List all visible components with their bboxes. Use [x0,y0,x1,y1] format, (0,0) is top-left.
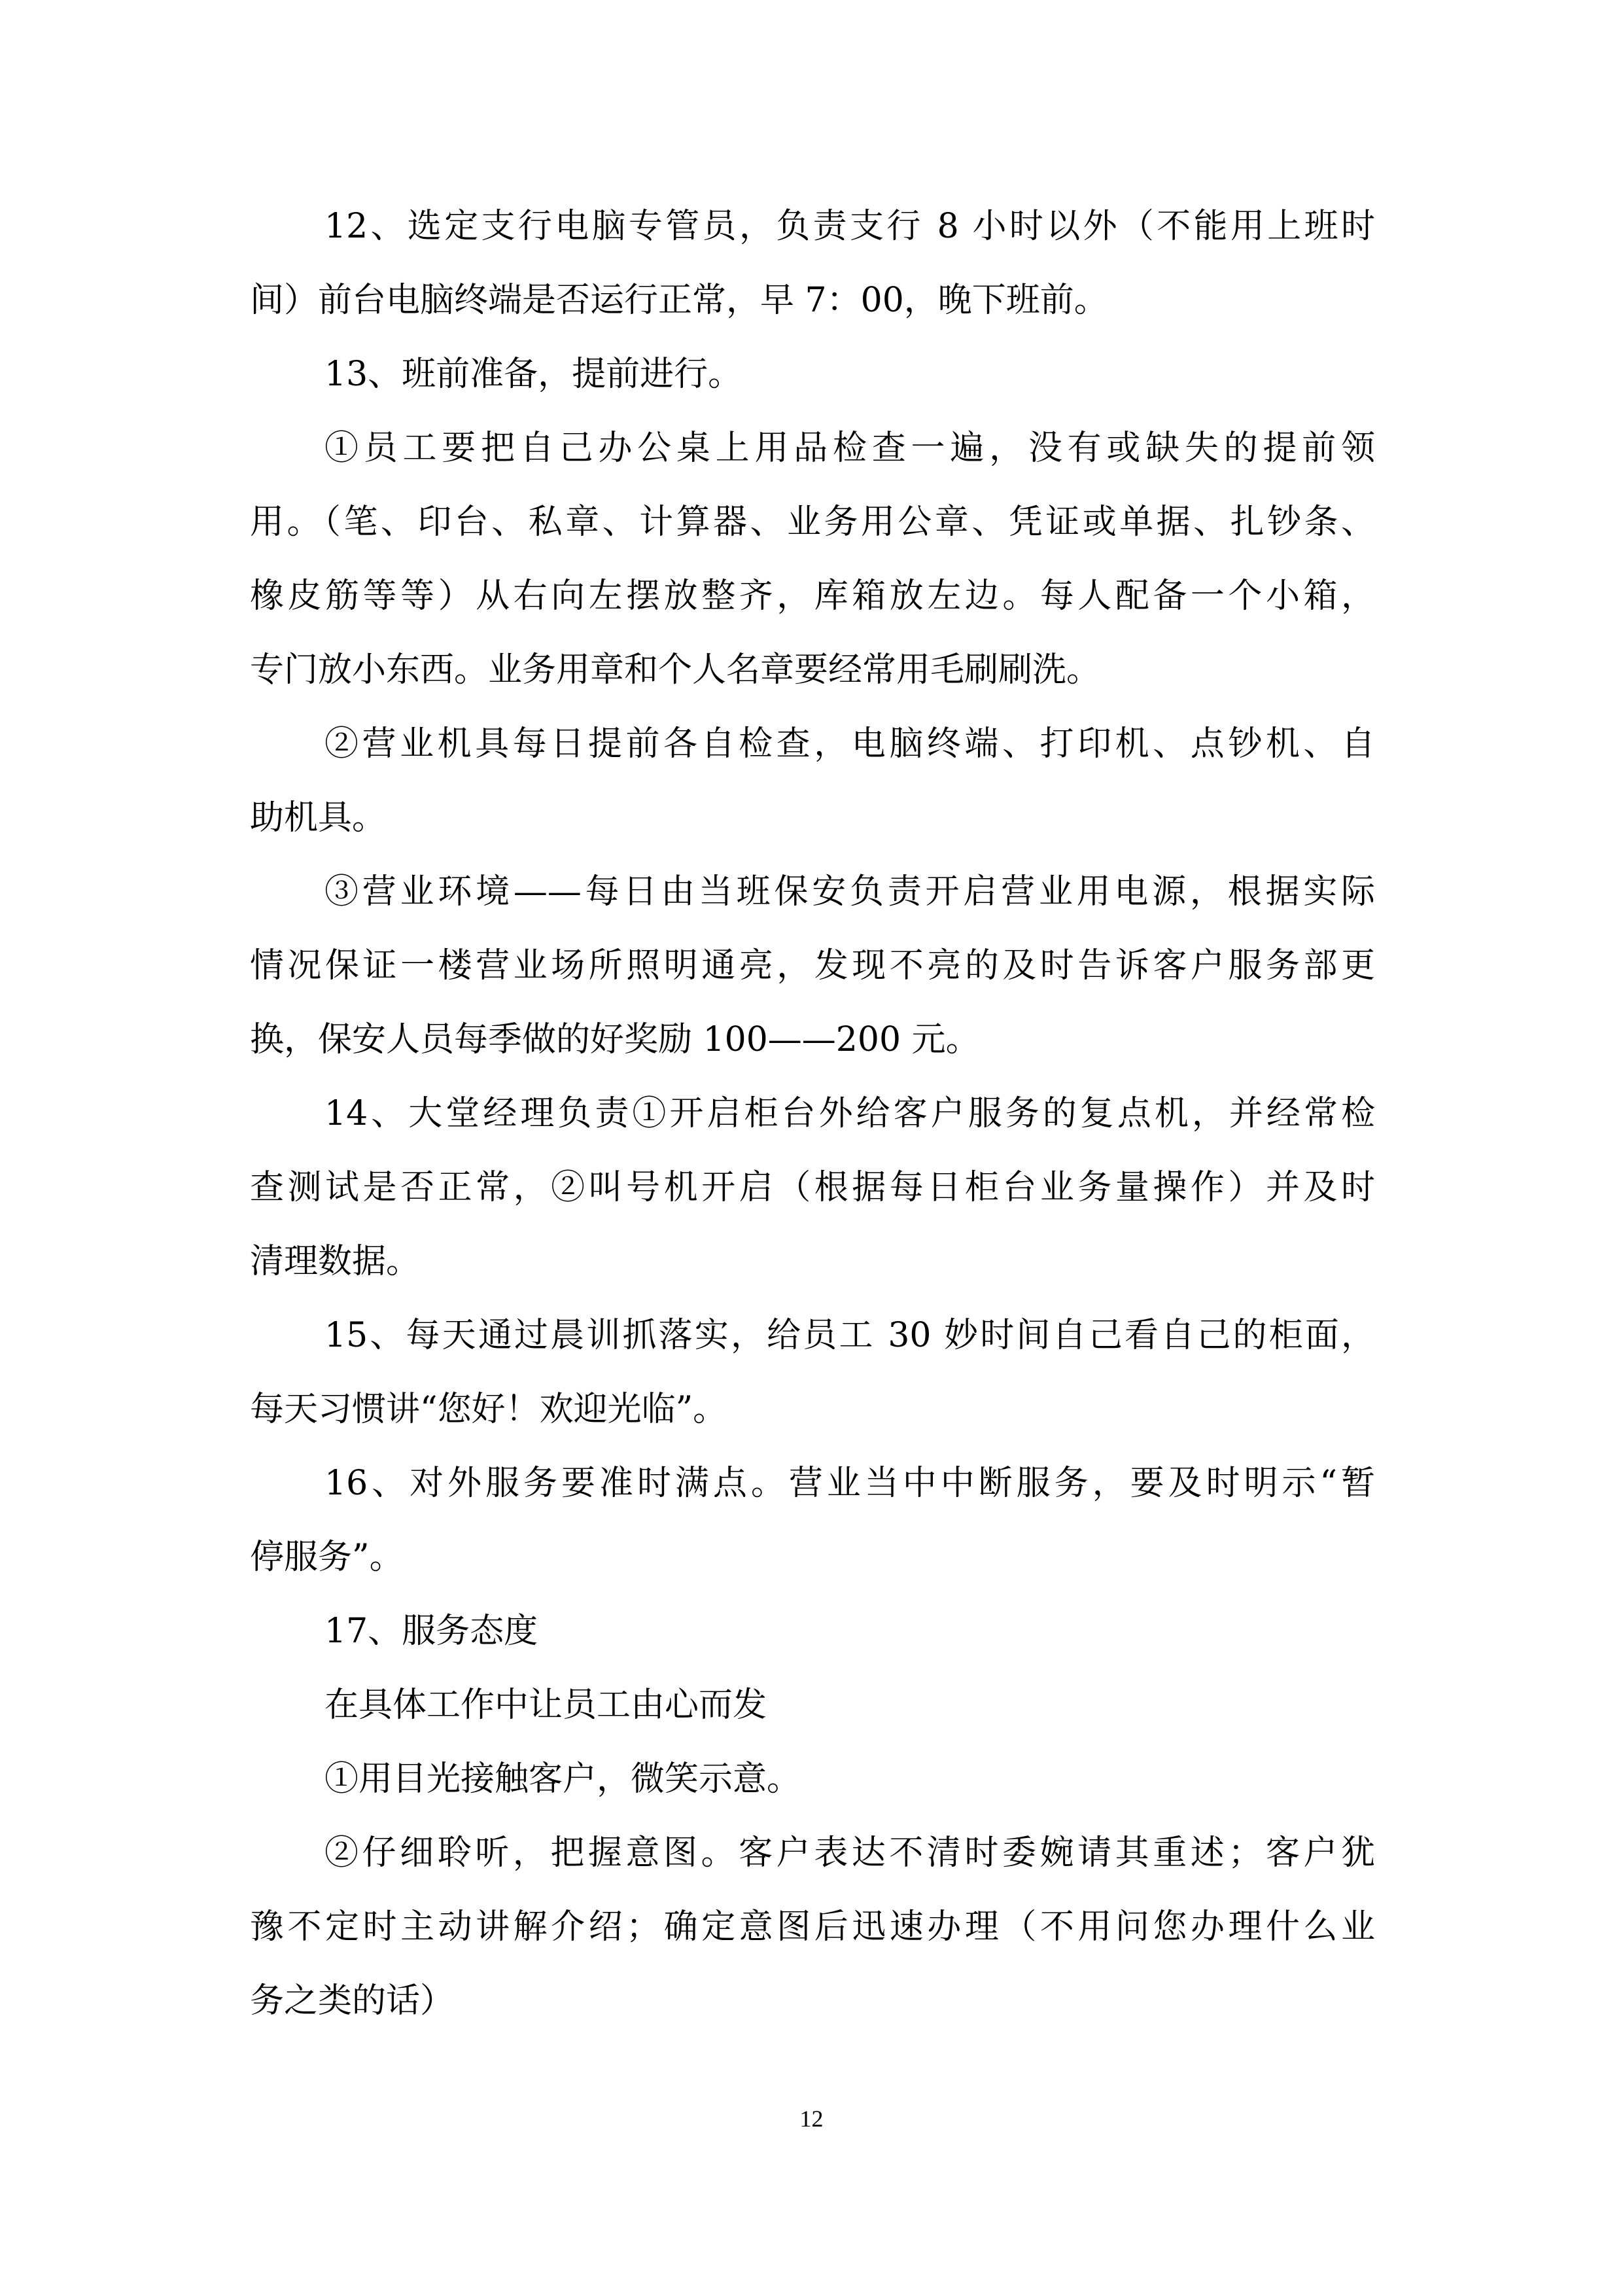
text-line: 换，保安人员每季做的好奖励 100——200 元。 [250,1020,980,1059]
text-line: 豫不定时主动讲解介绍；确定意图后迅速办理（不用问您办理什么业 [250,1907,1375,1947]
text-line: 用。（笔、印台、私章、计算器、业务用公章、凭证或单据、扎钞条、 [250,503,1375,542]
paragraph-item-17-intro [250,1669,1375,1742]
paragraph-item-15 [250,1299,1375,1447]
paragraph-item-17-2 [250,1816,1375,2038]
text-line: 专门放小东西。业务用章和个人名章要经常用毛刷刷洗。 [250,650,1101,690]
body-text [250,190,1375,2038]
text-line: ②营业机具每日提前各自检查，电脑终端、打印机、点钞机、自 [324,724,1375,764]
text-line: ①用目光接触客户，微笑示意。 [324,1759,801,1799]
text-line: 查测试是否正常，②叫号机开启（根据每日柜台业务量操作）并及时 [250,1168,1375,1207]
text-line: 14、大堂经理负责①开启柜台外给客户服务的复点机，并经常检 [324,1094,1375,1133]
text-line: 15、每天通过晨训抓落实，给员工 30 妙时间自己看自己的柜面， [324,1316,1375,1355]
text-line: 停服务”。 [250,1538,404,1577]
paragraph-item-13-2 [250,707,1375,855]
text-line: 务之类的话） [250,1981,455,2021]
text-line: 间）前台电脑终端是否运行正常，早 7：00，晚下班前。 [250,281,1108,320]
text-line: ①员工要把自己办公桌上用品检查一遍，没有或缺失的提前领 [324,429,1375,468]
paragraph-item-12 [250,190,1375,338]
text-line: 在具体工作中让员工由心而发 [324,1686,767,1725]
text-line: 助机具。 [250,798,387,838]
text-line: 13、班前准备，提前进行。 [324,355,742,394]
text-line: ②仔细聆听，把握意图。客户表达不清时委婉请其重述；客户犹 [324,1833,1375,1873]
paragraph-item-17 [250,1595,1375,1669]
text-line: 17、服务态度 [324,1612,538,1651]
page-number: 12 [799,2106,824,2132]
text-line: 情况保证一楼营业场所照明通亮，发现不亮的及时告诉客户服务部更 [250,946,1375,985]
text-line: 清理数据。 [250,1242,421,1281]
paragraph-item-13 [250,338,1375,412]
paragraph-item-16 [250,1447,1375,1595]
text-line: 橡皮筋等等）从右向左摆放整齐，库箱放左边。每人配备一个小箱， [250,576,1375,616]
text-line: 每天习惯讲“您好！欢迎光临”。 [250,1390,727,1429]
text-line: 16、对外服务要准时满点。营业当中中断服务，要及时明示“暂 [324,1464,1375,1503]
paragraph-item-13-1 [250,412,1375,707]
text-line: ③营业环境——每日由当班保安负责开启营业用电源，根据实际 [324,872,1375,911]
paragraph-item-14 [250,1077,1375,1299]
text-line: 12、选定支行电脑专管员，负责支行 8 小时以外（不能用上班时 [324,207,1375,246]
paragraph-item-13-3 [250,855,1375,1077]
paragraph-item-17-1 [250,1742,1375,1816]
